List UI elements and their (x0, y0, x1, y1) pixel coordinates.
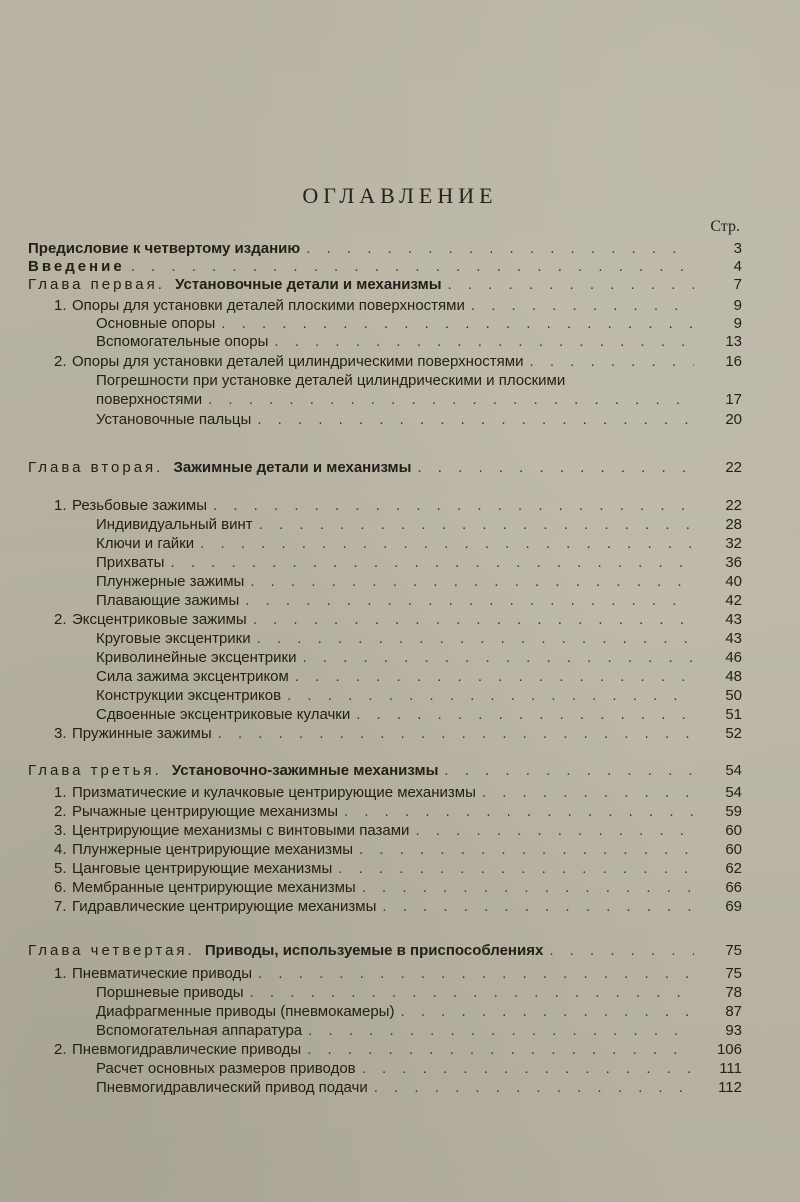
toc-entry-page: 78 (725, 984, 742, 1001)
dot-leader (338, 860, 694, 878)
toc-entry (78, 573, 742, 591)
toc-entry-label: Рычажные центрирующие механизмы (72, 803, 338, 820)
dot-leader (359, 841, 694, 859)
toc-entry-label: Поршневые приводы (96, 984, 244, 1001)
toc-entry-label: Сдвоенные эксцентриковые кулачки (96, 706, 351, 723)
chapter-prefix: Глава третья. (28, 762, 162, 779)
dot-leader (250, 984, 694, 1002)
toc-entry-page: 46 (725, 649, 742, 666)
toc-entry-label: Мембранные центрирующие механизмы (72, 879, 356, 896)
toc-entry-number: 2. (54, 611, 67, 628)
toc-entry (54, 784, 742, 802)
dot-leader (131, 258, 694, 276)
toc-entry (54, 353, 742, 371)
toc-entry-page: 48 (725, 668, 742, 685)
toc-entry-page: 28 (725, 516, 742, 533)
chapter-title: Установочные детали и механизмы (170, 276, 442, 293)
dot-leader (530, 353, 695, 371)
toc-entry (54, 725, 742, 743)
toc-entry-page: 43 (725, 630, 742, 647)
dot-leader (213, 497, 694, 515)
toc-entry-page: 50 (725, 687, 742, 704)
toc-entry-page: 66 (725, 879, 742, 896)
toc-entry-page: 59 (725, 803, 742, 820)
chapter-title: Зажимные детали и механизмы (169, 459, 412, 476)
toc-chapter-entry (28, 762, 742, 780)
toc-entry-label: Основные опоры (96, 315, 216, 332)
dot-leader (274, 333, 694, 351)
dot-leader (218, 725, 694, 743)
toc-entry-label: Цанговые центрирующие механизмы (72, 860, 333, 877)
toc-entry-label: Призматические и кулачковые центрирующие механизмы (72, 784, 476, 801)
dot-leader (362, 879, 694, 897)
toc-entry (54, 879, 742, 897)
toc-entry (54, 965, 742, 983)
toc-entry-label: Установочные пальцы (96, 411, 252, 428)
toc-entry (78, 535, 742, 553)
dot-leader (444, 762, 694, 780)
toc-entry-label: Эксцентриковые зажимы (72, 611, 247, 628)
toc-entry-number: 3. (54, 822, 67, 839)
toc-chapter-entry (28, 942, 742, 960)
toc-entry (78, 687, 742, 705)
toc-entry-page: 20 (725, 411, 742, 428)
toc-entry-page: 22 (725, 459, 742, 476)
toc-entry-label: Сила зажима эксцентриком (96, 668, 289, 685)
toc-entry (78, 372, 742, 390)
dot-leader (295, 668, 694, 686)
toc-chapter-entry (28, 276, 742, 294)
toc-entry-page: 43 (725, 611, 742, 628)
toc-entry-page: 54 (725, 762, 742, 779)
dot-leader (415, 822, 694, 840)
toc-entry-page: 69 (725, 898, 742, 915)
toc-entry-number: 3. (54, 725, 67, 742)
dot-leader (200, 535, 694, 553)
chapter-prefix: Глава четвертая. (28, 942, 195, 959)
dot-leader (258, 965, 694, 983)
toc-entry-page: 51 (725, 706, 742, 723)
dot-leader (302, 649, 694, 667)
dot-leader (250, 573, 694, 591)
toc-entry-label: Плавающие зажимы (96, 592, 240, 609)
toc-entry (78, 649, 742, 667)
toc-entry-label: Ключи и гайки (96, 535, 195, 552)
toc-entry-label (28, 459, 411, 477)
toc-entry-page: 93 (725, 1022, 742, 1039)
toc-entry-page: 52 (725, 725, 742, 742)
toc-entry-page: 62 (725, 860, 742, 877)
toc-entry (78, 1060, 742, 1078)
toc-entry-label: Вспомогательные опоры (96, 333, 269, 350)
toc-entry (78, 668, 742, 686)
toc-entry-label: Прихваты (96, 554, 165, 571)
toc-entry-number: 1. (54, 784, 67, 801)
toc-entry (78, 630, 742, 648)
dot-leader (308, 1022, 694, 1040)
toc-entry-page: 111 (719, 1060, 742, 1077)
toc-entry-label: Пневмогидравлические приводы (72, 1041, 302, 1058)
dot-leader (221, 315, 694, 333)
toc-entry-page: 87 (725, 1003, 742, 1020)
chapter-prefix: Глава первая. (28, 276, 165, 293)
toc-entry-number: 2. (54, 803, 67, 820)
chapter-prefix: Глава вторая. (28, 459, 164, 476)
toc-entry (78, 554, 742, 572)
toc-entry-label: Плунжерные центрирующие механизмы (72, 841, 354, 858)
dot-leader (245, 592, 694, 610)
toc-entry (78, 1079, 742, 1097)
dot-leader (448, 276, 694, 294)
toc-entry-page: 106 (716, 1041, 742, 1058)
toc-entry-page: 17 (725, 391, 742, 408)
toc-entry-number: 1. (54, 497, 67, 514)
page-title: ОГЛАВЛЕНИЕ (302, 183, 498, 208)
toc-entry (54, 822, 742, 840)
page-column-header: Стр. (710, 218, 740, 235)
toc-entry-page: 60 (725, 822, 742, 839)
toc-entry-page: 54 (725, 784, 742, 801)
toc-entry-label: Пневматические приводы (72, 965, 253, 982)
toc-entry (78, 1003, 742, 1021)
toc-entry-label: Центрирующие механизмы с винтовыми пазами (72, 822, 410, 839)
toc-entry (78, 516, 742, 534)
dot-leader (471, 297, 694, 315)
dot-leader (374, 1079, 694, 1097)
toc-entry-page: 60 (725, 841, 742, 858)
toc-entry-page: 16 (725, 353, 742, 370)
toc-entry-label: Погрешности при установке деталей цилиндрическими и плоскими (96, 372, 566, 389)
toc-entry-number: 1. (54, 965, 67, 982)
dot-leader (549, 942, 694, 960)
toc-entry (28, 240, 742, 258)
toc-entry (54, 860, 742, 878)
toc-entry-page: 3 (733, 240, 742, 257)
toc-entry-page: 36 (725, 554, 742, 571)
toc-entry-label: Опоры для установки деталей цилиндрическими поверхностями (72, 353, 524, 370)
toc-entry-page: 75 (725, 942, 742, 959)
toc-entry-label: Резьбовые зажимы (72, 497, 207, 514)
toc-entry-number: 2. (54, 353, 67, 370)
dot-leader (287, 687, 694, 705)
toc-entry-page: 7 (733, 276, 742, 293)
toc-entry-label: Гидравлические центрирующие механизмы (72, 898, 377, 915)
toc-entry (78, 1022, 742, 1040)
toc-entry (78, 706, 742, 724)
toc-entry-label: Введение (28, 258, 125, 275)
toc-entry-page: 13 (725, 333, 742, 350)
toc-entry-label (28, 276, 442, 294)
toc-entry-label: Круговые эксцентрики (96, 630, 251, 647)
dot-leader (170, 554, 694, 572)
toc-entry-label: Криволинейные эксцентрики (96, 649, 297, 666)
toc-entry (54, 898, 742, 916)
chapter-title: Установочно-зажимные механизмы (167, 762, 439, 779)
toc-entry (78, 592, 742, 610)
toc-entry-number: 2. (54, 1041, 67, 1058)
toc-entry-label: Пневмогидравлический привод подачи (96, 1079, 368, 1096)
toc-entry-number: 7. (54, 898, 67, 915)
toc-entry-label: поверхностями (96, 391, 203, 408)
toc-entry-page: 9 (733, 315, 742, 332)
dot-leader (257, 411, 694, 429)
toc-entry-number: 6. (54, 879, 67, 896)
dot-leader (417, 459, 694, 477)
dot-leader (257, 630, 694, 648)
toc-entry (54, 841, 742, 859)
toc-chapter-entry (28, 459, 742, 477)
toc-entry-page: 112 (718, 1079, 742, 1096)
toc-entry-page: 75 (725, 965, 742, 982)
toc-entry (54, 497, 742, 515)
dot-leader (400, 1003, 694, 1021)
toc-entry-page: 9 (733, 297, 742, 314)
toc-entry-label: Пружинные зажимы (72, 725, 212, 742)
toc-entry-number: 5. (54, 860, 67, 877)
toc-entry (78, 984, 742, 1002)
toc-entry-page: 4 (733, 258, 742, 275)
dot-leader (253, 611, 694, 629)
toc-entry-page: 32 (725, 535, 742, 552)
toc-entry-label: Расчет основных размеров приводов (96, 1060, 356, 1077)
toc-entry (78, 315, 742, 333)
toc-entry (54, 803, 742, 821)
toc-entry (78, 391, 742, 409)
toc-entry-label: Опоры для установки деталей плоскими поверхностями (72, 297, 465, 314)
toc-entry-label: Диафрагменные приводы (пневмокамеры) (96, 1003, 395, 1020)
dot-leader (259, 516, 694, 534)
toc-entry-label: Вспомогательная аппаратура (96, 1022, 303, 1039)
toc-entry (28, 258, 742, 276)
toc-entry-page: 40 (725, 573, 742, 590)
toc-entry (78, 411, 742, 429)
dot-leader (307, 1041, 694, 1059)
toc-entry-number: 4. (54, 841, 67, 858)
toc-entry-label (28, 942, 543, 960)
dot-leader (306, 240, 694, 258)
toc-entry-label: Конструкции эксцентриков (96, 687, 282, 704)
toc-entry-label: Плунжерные зажимы (96, 573, 245, 590)
toc-entry (78, 333, 742, 351)
dot-leader (208, 391, 694, 409)
dot-leader (362, 1060, 694, 1078)
chapter-title: Приводы, используемые в приспособлениях (200, 942, 544, 959)
toc-entry-label (28, 762, 438, 780)
toc-entry (54, 297, 742, 315)
dot-leader (482, 784, 694, 802)
toc-entry (54, 1041, 742, 1059)
toc-entry-label: Предисловие к четвертому изданию (28, 240, 301, 257)
toc-entry-label: Индивидуальный винт (96, 516, 253, 533)
dot-leader (344, 803, 694, 821)
toc-entry-number: 1. (54, 297, 67, 314)
toc-entry-page: 22 (725, 497, 742, 514)
toc-entry (54, 611, 742, 629)
dot-leader (382, 898, 694, 916)
toc-entry-page: 42 (725, 592, 742, 609)
dot-leader (356, 706, 694, 724)
